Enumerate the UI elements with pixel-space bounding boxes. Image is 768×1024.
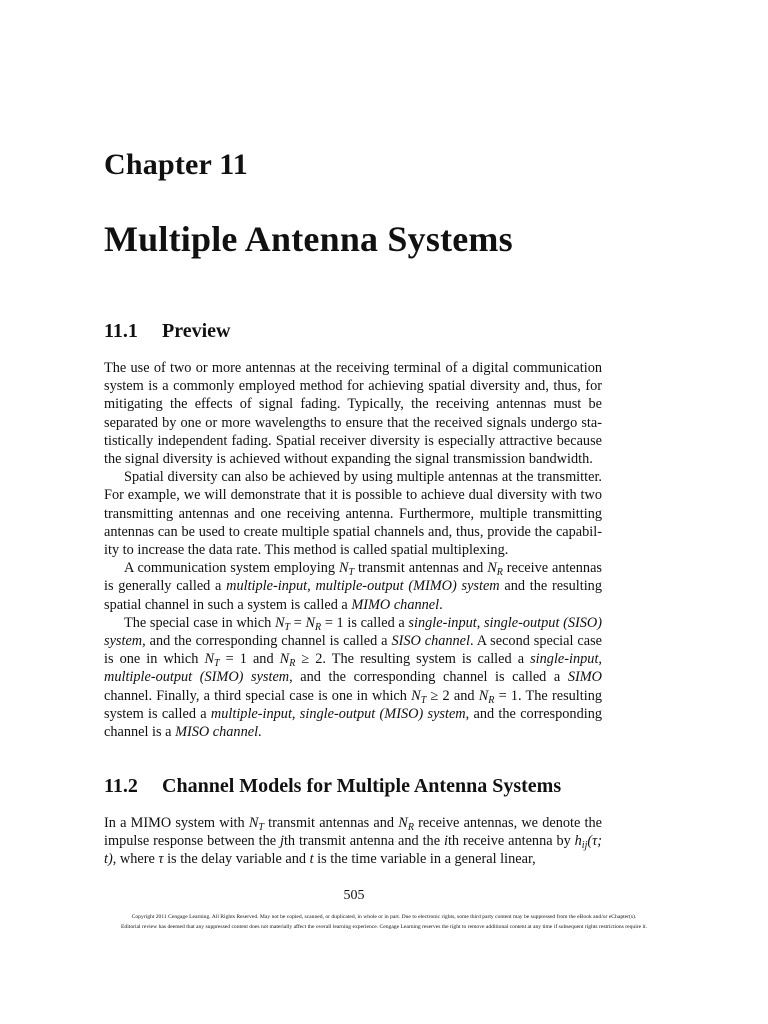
math-tau: τ bbox=[158, 851, 164, 868]
chapter-label: Chapter 11 bbox=[104, 148, 248, 181]
term-miso-system: multiple-input, single-output (MISO) system bbox=[210, 705, 466, 722]
section-number: 11.1 bbox=[104, 320, 138, 342]
term-miso-channel: MISO channel bbox=[175, 724, 259, 741]
term-simo-system: single-input, multiple-output (SIMO) system bbox=[104, 651, 602, 686]
paragraph: In a MIMO system with $N_T$ transmit antennas and $N_R$ receive antennas, we denote the impulse response between the jth transmit antenna and the ith receive antenna by $h_{ij}(\tau$; t), where τ is the delay variable and t is the time variable in a general linear, bbox=[104, 815, 602, 868]
math-impulse-response: $h_{ij}(\tau$; t) bbox=[104, 833, 602, 868]
preview-body bbox=[104, 359, 602, 741]
paragraph: The use of two or more antennas at the receiving terminal of a digital communication system is a commonly employed method for achieving spatial diversity and, thus, for mitigating the effects of signal fading. Typically, the receiving antennas must be separated by one or more wavelengths to ensure that the received signals undergo statistically independent fading. Spatial receiver diversity is especially attractive because the signal diversity is achieved without expanding the signal transmission bandwidth. bbox=[104, 360, 602, 468]
copyright-line: Copyright 2011 Cengage Learning. All Rights Reserved. May not be copied, scanned, or duplicated, in whole or in part. Due to electronic rights, some third party content may be suppressed from the eBook and/or eChapter(s). bbox=[131, 914, 637, 920]
section-title: Channel Models for Multiple Antenna Systems bbox=[162, 775, 562, 797]
channel-models-body bbox=[104, 814, 602, 869]
math-nt: $N_T$ bbox=[411, 687, 427, 706]
copyright-line: Editorial review has deemed that any suppressed content does not materially affect the overall learning experience. Cengage Learning reserves the right to remove additional content at any time if subsequent rights restrictions require it. bbox=[121, 924, 647, 930]
math-nr: $N_R$ bbox=[398, 815, 414, 833]
term-siso-channel: SISO channel bbox=[391, 633, 470, 650]
paragraph: Spatial diversity can also be achieved by using multiple antennas at the transmitter. For example, we will demonstrate that it is possible to achieve dual diversity with two transmitting antennas and one receiving antenna. Furthermore, multiple transmitting antennas can be used to create multiple spatial channels and, thus, provide the capability to increase the data rate. This method is called spatial multiplexing. bbox=[104, 469, 602, 559]
math-j: j bbox=[279, 833, 284, 850]
math-nt: $N_T$ bbox=[274, 614, 291, 633]
section-heading-channel-models bbox=[104, 775, 561, 798]
section-heading-preview bbox=[104, 320, 231, 343]
chapter-title: Multiple Antenna Systems bbox=[104, 219, 513, 259]
term-siso-system: single-input, single-output (SISO) system bbox=[104, 614, 602, 650]
section-number: 11.2 bbox=[104, 775, 138, 797]
term-simo: SIMO bbox=[567, 669, 603, 686]
term-mimo-channel: MIMO channel bbox=[351, 596, 440, 613]
math-nr: $N_R$ bbox=[487, 560, 503, 579]
page-number: 505 bbox=[343, 888, 365, 903]
paragraph: The special case in which $N_T = N_R = 1$ is called a single-input, single-output (SISO) system, and the corresponding channel is called a SISO channel. A second special case is one in which $N_T = 1$ and $N_R \ge 2$. The resulting system is called a single-input, multiple-output (SIMO) system, and the corresponding channel is called a SIMO channel. Finally, a third special case is one in which $N_T \ge 2$ and $N_R = 1$. The resulting system is called a multiple-input, single-output (MISO) system, and the corresponding channel is a MISO channel. bbox=[104, 614, 603, 741]
paragraph: A communication system employing $N_T$ transmit antennas and $N_R$ receive antennas is generally called a multiple-input, multiple-output (MIMO) system and the resulting spatial channel in such a system is called a MIMO channel. bbox=[104, 560, 602, 613]
section-title: Preview bbox=[162, 320, 231, 342]
term-mimo-system: multiple-input, multiple-output (MIMO) system bbox=[226, 578, 500, 595]
math-nr: $N_R$ bbox=[478, 687, 495, 706]
math-nt: $N_T$ bbox=[338, 560, 355, 579]
math-nt: $N_T$ bbox=[248, 815, 264, 833]
math-nr: $N_R$ bbox=[305, 614, 322, 633]
copyright-notice bbox=[0, 912, 768, 932]
math-nt: $N_T$ bbox=[204, 651, 220, 670]
math-i: i bbox=[443, 833, 448, 850]
math-nr: $N_R$ bbox=[279, 651, 296, 670]
math-t: t bbox=[309, 851, 314, 868]
